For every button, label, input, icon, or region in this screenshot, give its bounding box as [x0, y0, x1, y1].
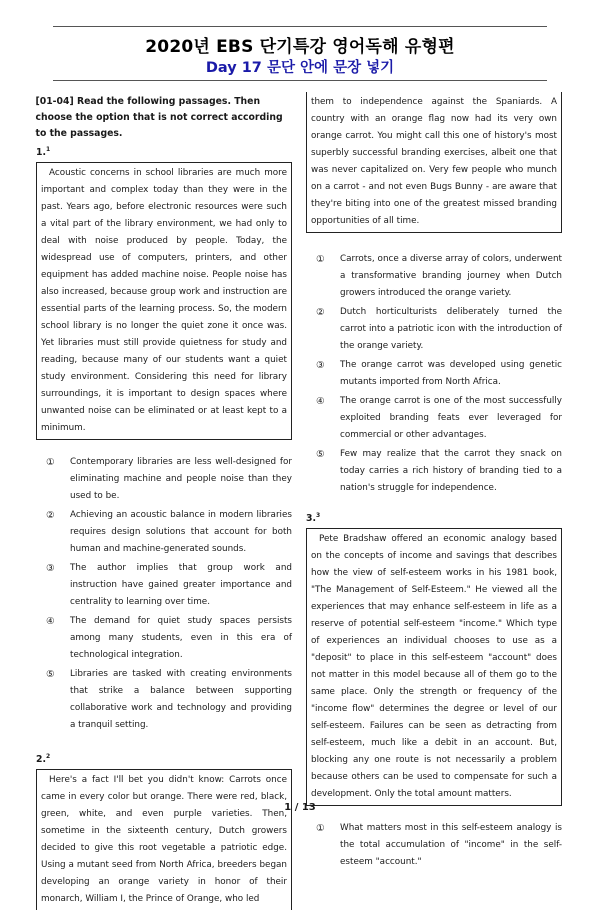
option-item[interactable] [36, 507, 292, 558]
page-subtitle: Day 17 문단 안에 문장 넣기 [205, 60, 395, 76]
option-text: Dutch horticulturists deliberately turned the carrot into a patriotic icon with the introduction of the orange variety. [340, 307, 562, 351]
option-mark: ① [316, 254, 325, 265]
passage-text: Pete Bradshaw offered an economic analogy based on the concepts of income and savings that describes how the view of self-esteem works in his 1981 book, "The Management of Self-Esteem." He viewed all the experiences that may enhance self-esteem in life as a reserve of potential self-esteem "income." Which type of experiences an individual chooses to use as a "deposit" to place in this self-esteem "account" does not matter in this model because all of them go to the same place. Only the strength or frequency of the "income flow" determines the degree or level of our self-esteem. Failures can be seen as detracting from self-esteem, much like a debit in an account. But, blocking any one route is not necessarily a problem because others can be used to compensate for such a development. Only the total amount matters. [311, 534, 557, 800]
passage-box [36, 769, 292, 910]
option-item[interactable] [306, 820, 562, 871]
option-item[interactable] [306, 357, 562, 391]
option-text: Libraries are tasked with creating environments that strike a balance between supporting collaborative work and technology and providing a tranquil setting. [70, 669, 292, 731]
option-text: Contemporary libraries are less well-designed for eliminating machine and people noise than they used to be. [70, 457, 292, 502]
option-text: The author implies that group work and instruction have gained greater importance and centrality to learning over time. [70, 563, 292, 608]
options-list [36, 454, 292, 734]
option-text: The orange carrot is one of the most successfully exploited branding feats ever leveraged for commercial or other advantages. [340, 396, 562, 440]
question-number: 1.$^1$ [36, 146, 51, 159]
option-mark: ① [316, 823, 325, 835]
options-list [306, 251, 562, 497]
page-number: 1 / 13 [284, 802, 316, 813]
page-title: 2020년 EBS 단기특강 영어독해 유형편 [145, 37, 455, 57]
option-text: The demand for quiet study spaces persists among many students, even in this era of technological integration. [70, 616, 292, 661]
left-column [36, 94, 292, 910]
option-mark: ③ [46, 563, 55, 575]
option-mark: ④ [46, 616, 55, 628]
option-mark: ① [46, 457, 55, 469]
passage-box [36, 162, 292, 440]
option-mark: ⑤ [316, 449, 325, 460]
option-item[interactable] [306, 251, 562, 302]
option-text: Achieving an acoustic balance in modern libraries requires design solutions that account for both human and machine-generated sounds. [70, 510, 292, 555]
option-item[interactable] [306, 393, 562, 444]
passage-text: Here's a fact I'll bet you didn't know: Carrots once came in every color but orange. There were red, black, green, white, and even purple varieties. Then, sometime in the sixteenth century, Dutch growers decided to give this root vegetable a patriotic edge. Using a mutant seed from North Africa, breeders began developing an orange variety in honor of their monarch, William I, the Prince of Orange, who led [41, 775, 287, 905]
passage-box-continued [306, 92, 562, 233]
option-text: Carrots, once a diverse array of colors, underwent a transformative branding journey when Dutch growers introduced the orange variety. [340, 254, 562, 298]
option-item[interactable] [306, 304, 562, 355]
option-mark: ② [316, 307, 325, 318]
option-mark: ② [46, 510, 55, 522]
passage-text: Acoustic concerns in school libraries are much more important and complex today than they were in the past. Years ago, before electronic resources were such a vital part of the library environment, we had only to deal with noise produced by people. Today, the widespread use of computers, printers, and other equipment has added machine noise. People noise has also increased, because group work and instruction are essential parts of the learning process. So, the modern school library is no longer the quiet zone it once was. Yet libraries must still provide quietness for study and reading, because many of our students want a quiet study environment. Considering this need for library surroundings, it is important to design spaces where unwanted noise can be eliminated or at least kept to a minimum. [41, 168, 287, 434]
title-rule [53, 80, 547, 81]
instructions: [01-04] Read the following passages. Then choose the option that is not correct according to the passages. [35, 96, 283, 139]
option-item[interactable] [36, 666, 292, 734]
question-number: 3.$^3$ [306, 512, 321, 525]
option-item[interactable] [306, 446, 562, 497]
question-number: 2.$^2$ [36, 753, 51, 766]
option-item[interactable] [36, 613, 292, 664]
top-rule [53, 26, 547, 27]
option-text: The orange carrot was developed using genetic mutants imported from North Africa. [340, 360, 562, 387]
passage-box [306, 528, 562, 806]
passage-text: them to independence against the Spaniards. A country with an orange flag now had its very own orange carrot. You might call this one of history's most superbly successful branding exercises, albeit one that was never capitalized on. Very few people who munch on a carrot - and not even Bugs Bunny - are aware that they're biting into one of the greatest missed branding opportunities of all time. [311, 97, 557, 226]
option-mark: ⑤ [46, 669, 55, 681]
option-text: Few may realize that the carrot they snack on today carries a rich history of branding tied to a nation's struggle for independence. [340, 449, 562, 493]
options-list [306, 820, 562, 871]
option-mark: ③ [316, 360, 325, 371]
option-text: What matters most in this self-esteem analogy is the total accumulation of "income" in the self-esteem "account." [340, 823, 562, 868]
option-item[interactable] [36, 560, 292, 611]
option-item[interactable] [36, 454, 292, 505]
right-column [306, 94, 562, 873]
option-mark: ④ [316, 396, 325, 407]
